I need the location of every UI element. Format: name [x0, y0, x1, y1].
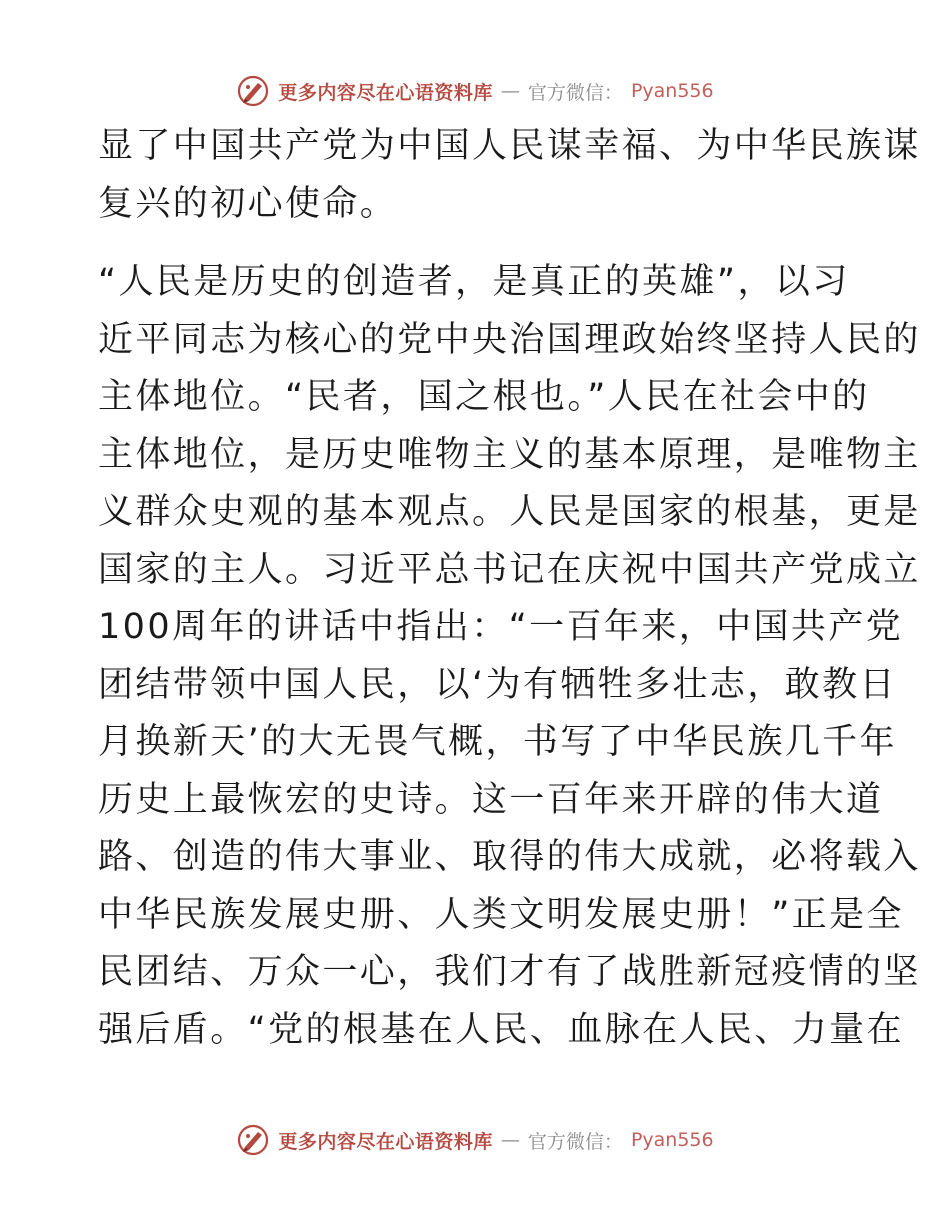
document-body	[98, 118, 921, 1059]
text-line: 中华民族发展史册、人类文明发展史册！”正是全	[98, 894, 904, 935]
text-line: 复兴的初心使命。	[98, 183, 398, 224]
text-line: 主体地位，是历史唯物主义的基本原理，是唯物主	[98, 434, 921, 475]
text-line: 近平同志为核心的党中央治国理政始终坚持人民的	[98, 319, 921, 360]
paragraph-gap	[98, 233, 858, 254]
text-line: 历史上最恢宏的史诗。这一百年来开辟的伟大道	[98, 779, 884, 820]
banner-dash: —	[500, 80, 520, 102]
banner-dash: —	[500, 1129, 520, 1151]
text-line: 义群众史观的基本观点。人民是国家的根基，更是	[98, 492, 921, 532]
text-line: 民团结、万众一心，我们才有了战胜新冠疫情的坚	[98, 952, 921, 992]
text-line: 强后盾。“党的根基在人民、血脉在人民、力量在	[98, 1009, 904, 1050]
footer-watermark-banner	[0, 1120, 950, 1160]
text-line: 国家的主人。习近平总书记在庆祝中国共产党成立	[98, 549, 921, 590]
banner-wechat-id: Pyan556	[630, 1129, 714, 1151]
pen-circle-logo-icon	[236, 1123, 270, 1157]
banner-wechat-label: 官方微信：	[527, 81, 623, 104]
text-line: 月换新天’的大无畏气概，书写了中华民族几千年	[98, 722, 897, 762]
banner-brand-text: 更多内容尽在心语资料库	[278, 81, 493, 104]
banner-wechat-label: 官方微信：	[527, 1130, 623, 1153]
paragraph	[98, 254, 921, 1059]
text-line: 路、创造的伟大事业、取得的伟大成就，必将载入	[98, 837, 921, 877]
text-line: 团结带领中国人民，以‘为有牺牲多壮志，敢教日	[98, 664, 897, 705]
text-line: 主体地位。“民者，国之根也。”人民在社会中的	[98, 377, 870, 417]
banner-wechat-id: Pyan556	[630, 80, 714, 102]
text-line: 显了中国共产党为中国人民谋幸福、为中华民族谋	[98, 126, 921, 166]
paragraph	[98, 118, 921, 233]
pen-circle-logo-icon	[236, 74, 270, 108]
text-line: “人民是历史的创造者，是真正的英雄”，以习	[98, 262, 850, 302]
text-line: 100周年的讲话中指出：“一百年来，中国共产党	[98, 607, 904, 647]
banner-brand-text: 更多内容尽在心语资料库	[278, 1130, 493, 1153]
header-watermark-banner	[0, 71, 950, 111]
